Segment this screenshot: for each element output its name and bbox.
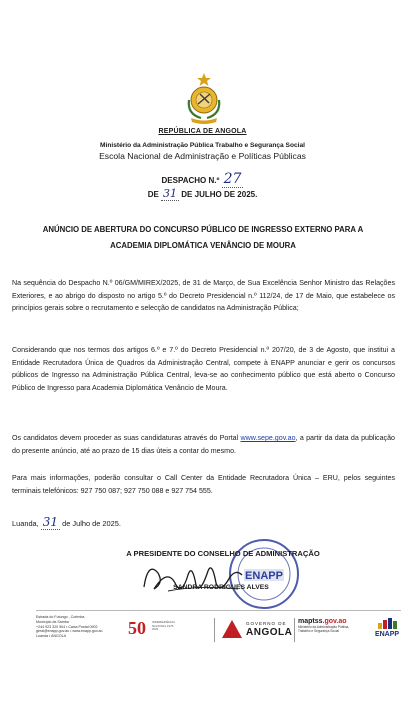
maptss-name: maptss [298, 618, 323, 625]
independence-50-logo [128, 618, 176, 642]
footer [0, 610, 405, 650]
place-day: 31 [42, 515, 59, 529]
address-line: Estrada do Futungo - Corimba [36, 615, 85, 619]
date-suffix: DE JULHO DE 2025. [181, 190, 258, 199]
angola-coat-of-arms-icon [183, 70, 225, 126]
paragraph-1: Na sequência do Despacho N.º 06/GM/MIREX/2025, de 31 de Março, de Sua Excelência Senhor Ministro das Relações Exteriores, e ao abrigo do disposto no artigo 5.º do Decreto Presidencial n.º 112/24, de 17 de Maio, que estabelece os princípios gerais sobre o recrutamento e selecção de candidatos na Administração Pública; [12, 279, 395, 313]
footer-separator [214, 618, 215, 642]
gov-line2: ANGOLA [246, 627, 293, 638]
ministry-name: Ministério da Administração Pública Trabalho e Segurança Social [100, 142, 305, 149]
signatory-name: SANDRA RODRIGUES ALVES [173, 584, 269, 591]
place-city: Luanda, [12, 519, 39, 528]
despacho-number: 27 [223, 171, 242, 187]
enapp-bars-icon [370, 618, 404, 629]
place-rest: de Julho de 2025. [62, 519, 121, 528]
logo50-number: 50 [128, 618, 146, 638]
stamp-label: ENAPP [245, 570, 283, 582]
portal-link[interactable]: www.sepe.gov.ao [240, 434, 296, 442]
despacho-line [0, 171, 405, 187]
paragraph-3-text-a: Os candidatos devem proceder as suas candidaturas através do Portal [12, 434, 241, 442]
footer-divider [36, 610, 401, 611]
signatory-title: A PRESIDENTE DO CONSELHO DE ADMINISTRAÇÃO [126, 549, 320, 558]
angola-flag-mark-icon [222, 620, 242, 638]
handwritten-signature [138, 555, 248, 599]
footer-address [36, 615, 104, 639]
enapp-name: ENAPP [374, 631, 400, 638]
date-day: 31 [163, 187, 178, 200]
maptss-description: Ministério da Administração Pública, Trabalho e Segurança Social [298, 625, 350, 633]
announcement-title: ANÚNCIO DE ABERTURA DO CONCURSO PÚBLICO DE INGRESSO EXTERNO PARA A ACADEMIA DIPLOMÁTICA VENÂNCIO DE MOURA [42, 225, 364, 250]
paragraph-2: Considerando que nos termos dos artigos 6.º e 7.º do Decreto Presidencial n.º 207/20, de 3 de Agosto, que institui a Entidade Recrutadora Única de Quadros da Administração Central, compete à ENAPP anunciar e gerir os concursos públicos de Ingresso na Administração Pública Central, leva-se ao conhecimento público que está aberto o Concurso Público de Ingresso para Academia Diplomática Venâncio de Moura. [12, 346, 395, 392]
address-line: geral@enapp.gov.ao • www.enapp.gov.ao [36, 629, 103, 634]
address-line: Município da Samba [36, 619, 69, 624]
republic-heading: REPÚBLICA DE ANGOLA [158, 128, 247, 135]
date-prefix: DE [147, 190, 159, 199]
address-line: Luanda • ANGOLA [36, 634, 67, 639]
school-name: Escola Nacional de Administração e Políticas Públicas [99, 151, 306, 161]
despacho-label: DESPACHO N.º [161, 176, 220, 185]
footer-separator [294, 618, 295, 642]
governo-angola-logo [222, 618, 292, 642]
paragraph-3 [12, 432, 395, 457]
enapp-logo [370, 618, 404, 646]
address-line: +244 923 320 504 • Caixa Postal 0902 [36, 624, 98, 629]
paragraph-3-text-b: , a partir da data da publicação do presente anúncio, até ao prazo de 15 dias úteis a contar do mesmo. [12, 434, 395, 455]
paragraph-4: Para mais informações, poderão consultar o Call Center da Entidade Recrutadora Única – ERU, pelos seguintes terminais telefónicos: 927 750 087; 927 750 088 e 927 754 555. [12, 474, 395, 495]
logo50-text: INDEPENDÊNCIA NACIONAL 1975-2025 [152, 620, 175, 632]
place-date [12, 515, 121, 529]
despacho-date [0, 187, 405, 200]
maptss-domain: .gov.ao [322, 618, 347, 625]
maptss-logo [298, 618, 362, 644]
gov-line1: GOVERNO DE [246, 621, 287, 626]
